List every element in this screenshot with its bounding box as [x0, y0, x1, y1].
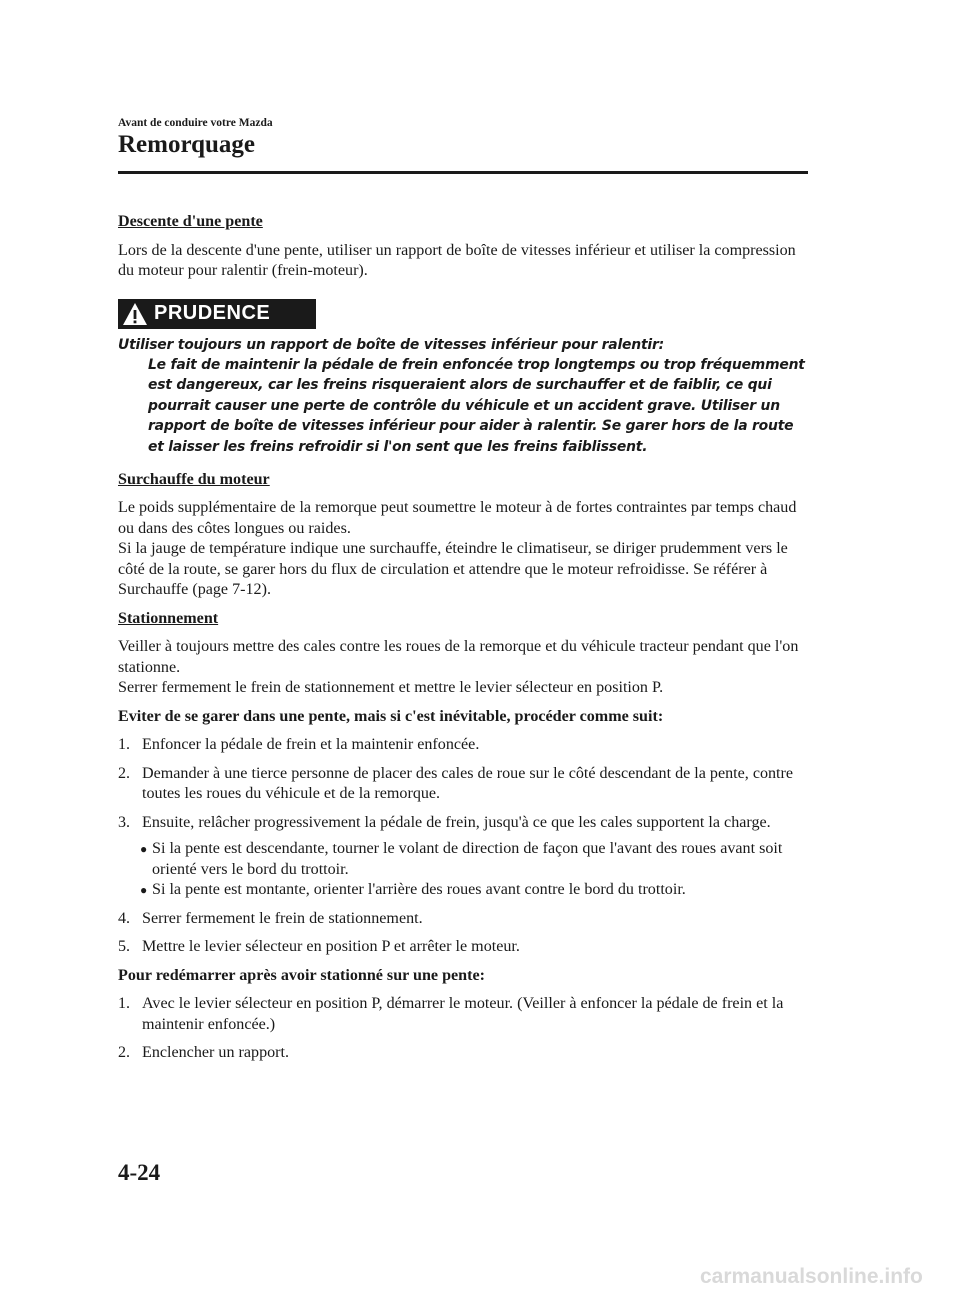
bullet-icon: ● — [140, 883, 148, 898]
slope-intro: Eviter de se garer dans une pente, mais si c'est inévitable, procéder comme suit: — [118, 707, 664, 725]
section-heading-parking: Stationnement — [118, 609, 219, 627]
bullet-list — [140, 839, 808, 901]
list-item — [118, 735, 808, 756]
list-item — [118, 1043, 808, 1064]
step-number: 3. — [118, 813, 131, 831]
bullet-text: Si la pente est montante, orienter l'arrière des roues avant contre le bord du trottoir. — [152, 881, 686, 899]
caution-text — [118, 335, 808, 457]
list-item — [118, 994, 808, 1035]
parking-text-1: Veiller à toujours mettre des cales contre les roues de la remorque et du véhicule tracteur pendant que l'on stationne. — [118, 638, 799, 676]
step-number: 5. — [118, 938, 131, 956]
header-divider — [118, 171, 808, 174]
section-heading-overheat: Surchauffe du moteur — [118, 470, 270, 488]
step-number: 1. — [118, 995, 131, 1013]
bullet-text: Si la pente est descendante, tourner le volant de direction de façon que l'avant des roues avant soit orienté vers le bord du trottoir. — [152, 840, 783, 878]
step-text: Enclencher un rapport. — [142, 1044, 290, 1062]
overheat-text-1: Le poids supplémentaire de la remorque peut soumettre le moteur à de fortes contraintes par temps chaud ou dans des côtes longues ou raides. — [118, 499, 797, 537]
step-number: 2. — [118, 764, 131, 782]
list-item — [118, 813, 808, 834]
list-item — [118, 764, 808, 805]
step-text: Demander à une tierce personne de placer des cales de roue sur le côté descendant de la pente, contre toutes les roues du véhicule et de la remorque. — [142, 764, 794, 803]
bullet-item — [140, 880, 808, 901]
watermark: carmanualsonline.info — [700, 1265, 923, 1288]
overheat-text-2: Si la jauge de température indique une surchauffe, éteindre le climatiseur, se diriger prudemment vers le côté de la route, se garer hors du flux de circulation et attendre que le moteur refroidisse. Se référer à Surchauffe (page 7-12). — [118, 540, 788, 599]
restart-intro: Pour redémarrer après avoir stationné sur une pente: — [118, 966, 485, 984]
list-item — [118, 909, 808, 930]
page-number: 4-24 — [118, 1160, 161, 1185]
step-text: Enfoncer la pédale de frein et la maintenir enfoncée. — [142, 736, 480, 754]
caution-body: Le fait de maintenir la pédale de frein enfoncée trop longtemps ou trop fréquemment est dangereux, car les freins risqueraient alors de surchauffer et de faiblir, ce qui pourrait causer une perte de contrôle du véhicule et un accident grave. Utiliser un rapport de boîte de vitesses inférieur pour aider à ralentir. Se garer hors de la route et laisser les freins refroidir si l'on sent que les freins faiblissent. — [148, 356, 805, 455]
page-content — [118, 212, 808, 1072]
warning-triangle-icon — [122, 302, 148, 326]
page-title: Remorquage — [118, 131, 256, 158]
step-number: 1. — [118, 736, 131, 754]
step-text: Ensuite, relâcher progressivement la pédale de frein, jusqu'à ce que les cales supportent la charge. — [142, 813, 771, 831]
step-text: Avec le levier sélecteur en position P, démarrer le moteur. (Veiller à enfoncer la pédale de frein et la maintenir enfoncée.) — [142, 995, 784, 1033]
bullet-icon: ● — [140, 842, 148, 857]
caution-lead: Utiliser toujours un rapport de boîte de vitesses inférieur pour ralentir: — [118, 336, 664, 353]
bullet-item — [140, 839, 808, 880]
chapter-label: Avant de conduire votre Mazda — [118, 117, 273, 129]
parking-text-2: Serrer fermement le frein de stationnement et mettre le levier sélecteur en position P. — [118, 679, 664, 697]
step-number: 2. — [118, 1044, 131, 1062]
section-heading-descent: Descente d'une pente — [118, 213, 263, 230]
step-number: 4. — [118, 909, 131, 927]
list-item — [118, 937, 808, 958]
descent-text: Lors de la descente d'une pente, utiliser un rapport de boîte de vitesses inférieur et utiliser la compression du moteur pour ralentir (frein-moteur). — [118, 241, 796, 279]
caution-label: PRUDENCE — [154, 302, 271, 325]
step-text: Serrer fermement le frein de stationnement. — [142, 909, 423, 927]
step-text: Mettre le levier sélecteur en position P et arrêter le moteur. — [142, 938, 520, 956]
caution-badge — [118, 299, 316, 329]
